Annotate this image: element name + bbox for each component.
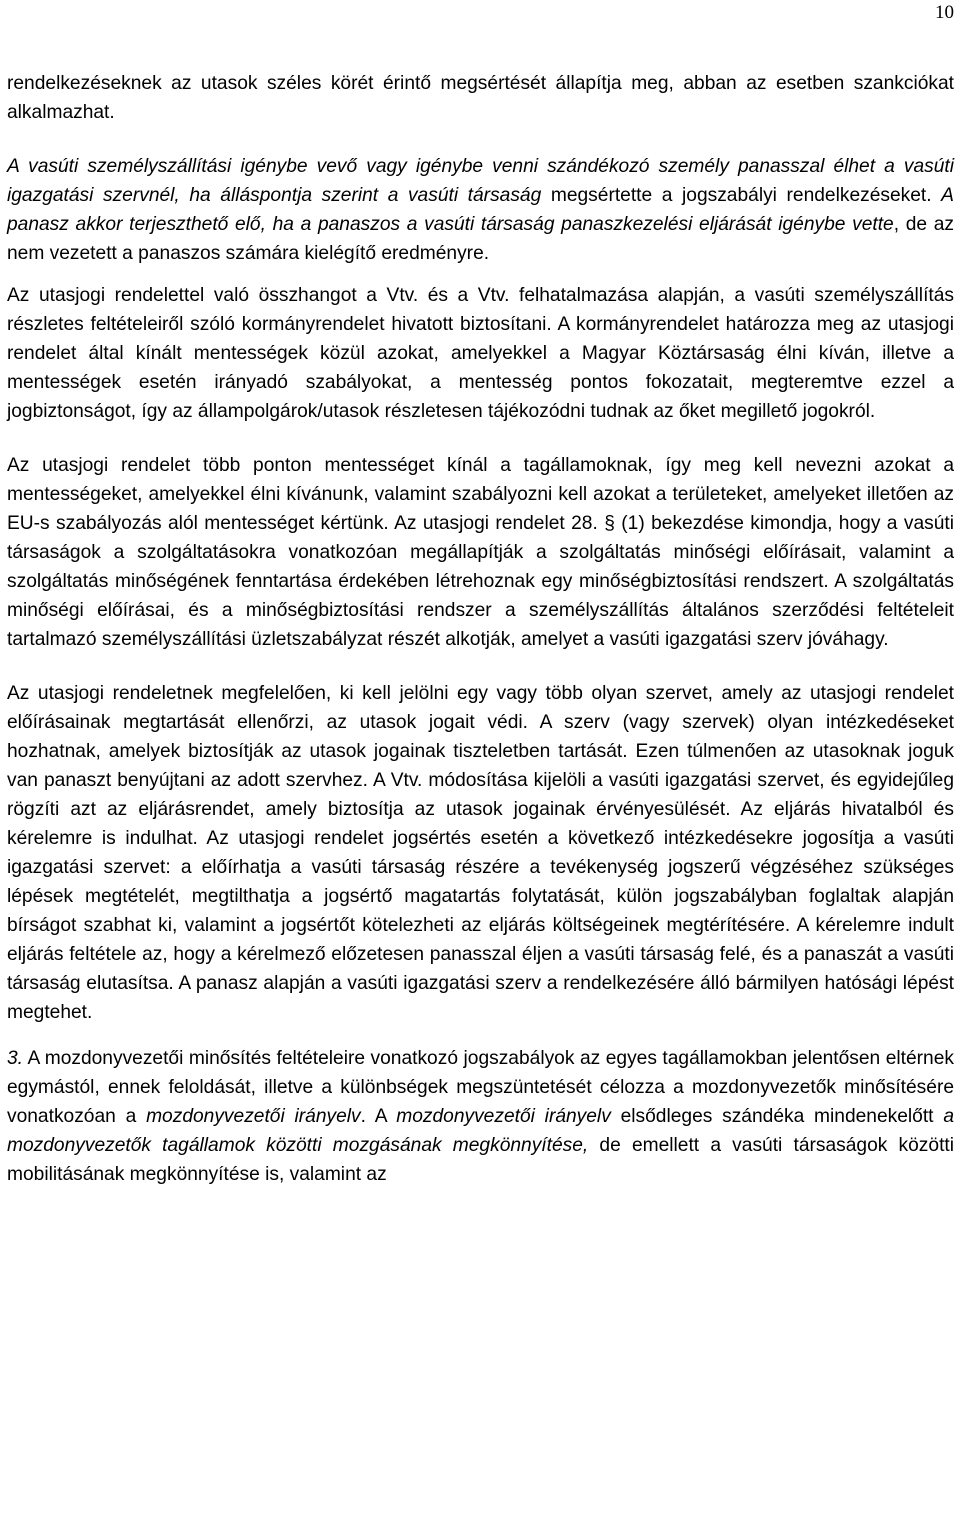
normal-text: de emellett a vasúti társaságok közötti mobilitásának megkönnyítése is, valamint az [7, 1135, 955, 1185]
paragraph-supervisory-body: Az utasjogi rendeletnek megfelelően, ki kell jelölni egy vagy több olyan szervet, amely az utasjogi rendelet előírásainak megtartását ellenőrzi, az utasok jogait védi. A szerv (vagy szervek) olyan intézkedéseket hozhatnak, amelyek biztosítják az utasok jogainak tiszteletben tartását. Ezen túlmenően az utasoknak joguk van panaszt benyújtani az adott szervhez. A Vtv. módosítása kijelöli a vasúti igazgatási szervet, és egyidejűleg rögzíti azt az eljárásrendet, amely biztosítja az utasok jogainak érvényesülését. Az eljárás hivatalból és kérelemre is indulhat. Az utasjogi rendelet jogsértés esetén a következő intézkedésekre jogosítja a vasúti igazgatási szervet: a előírhatja a vasúti társaság részére a tevékenység jogszerű végzéséhez szükséges lépések megtételét, megtilthatja a jogsértő magatartás folytatását, külön jogszabályban foglaltak alapján bírságot szabhat ki, valamint a jogsértőt kötelezheti az eljárás költségeinek megtérítésére. A kérelemre indult eljárás feltétele az, hogy a kérelmező előzetesen panasszal éljen a vasúti társaság felé, és a panaszát a vasúti társaság elutasítsa. A panasz alapján a vasúti igazgatási szerv a rendelkezésére álló bármilyen hatósági lépést megtehet. [7, 683, 954, 1023]
normal-text: elsődleges szándéka mindenekelőtt [610, 1106, 944, 1127]
italic-text: mozdonyvezetői irányelv [396, 1106, 611, 1127]
paragraph-driver-directive [7, 1044, 954, 1189]
paragraph-continuation: rendelkezéseknek az utasok széles körét érintő megsértését állapítja meg, abban az esetben szankciókat alkalmazhat. [7, 73, 954, 123]
list-number: 3. [7, 1048, 24, 1069]
document-body [7, 69, 954, 1189]
paragraph-complaint [7, 152, 954, 268]
normal-text: megsértette a jogszabályi rendelkezéseket. [541, 185, 942, 206]
italic-text: A panasz akkor terjeszthető elő, ha a panaszos a vasúti társaság panaszkezelési eljárását igénybe vette [7, 185, 954, 235]
paragraph-harmony: Az utasjogi rendelettel való összhangot a Vtv. és a Vtv. felhatalmazása alapján, a vasúti személyszállítás részletes feltételeiről szóló kormányrendelet hivatott biztosítani. A kormányrendelet határozza meg az utasjogi rendelet által kínált mentességek közül azokat, amelyekkel a Magyar Köztársaság élni kíván, illetve a mentességek esetén irányadó szabályokat, a mentesség pontos fokozatait, megteremtve ezzel a jogbiztonságot, így az állampolgárok/utasok részletesen tájékozódni tudnak az őket megillető jogokról. [7, 285, 954, 422]
normal-text: . A [360, 1106, 397, 1127]
italic-text: a mozdonyvezetők tagállamok közötti mozgásának megkönnyítése, [7, 1106, 954, 1156]
italic-text: mozdonyvezetői irányelv [146, 1106, 361, 1127]
normal-text: , de az nem vezetett a panaszos számára kielégítő eredményre. [7, 214, 954, 264]
page-number: 10 [935, 2, 954, 23]
normal-text: A mozdonyvezetői minősítés feltételeire vonatkozó jogszabályok az egyes tagállamokban jelentősen eltérnek egymástól, ennek feloldását, illetve a különbségek megszüntetését célozza a mozdonyvezetők minősítésére vonatkozóan a [7, 1048, 954, 1127]
italic-text: A vasúti személyszállítási igénybe vevő vagy igénybe venni szándékozó személy panasszal élhet a vasúti igazgatási szervnél, ha álláspontja szerint a vasúti társaság [7, 156, 954, 206]
paragraph-exemptions: Az utasjogi rendelet több ponton mentességet kínál a tagállamoknak, így meg kell nevezni azokat a mentességeket, amelyekkel élni kívánunk, valamint szabályozni kell azokat a területeket, amelyeket illetően az EU-s szabályozás alól mentességet kértünk. Az utasjogi rendelet 28. § (1) bekezdése kimondja, hogy a vasúti társaságok a szolgáltatásokra vonatkozóan megállapítják a szolgáltatás minőségi előírásait, valamint a szolgáltatás minőségének fenntartása érdekében létrehoznak egy minőségbiztosítási rendszert. A szolgáltatás minőségi előírásai, és a minőségbiztosítási rendszer a személyszállítás általános szerződési feltételeit tartalmazó személyszállítási üzletszabályzat részét alkotják, amelyet a vasúti igazgatási szerv jóváhagy. [7, 455, 954, 650]
